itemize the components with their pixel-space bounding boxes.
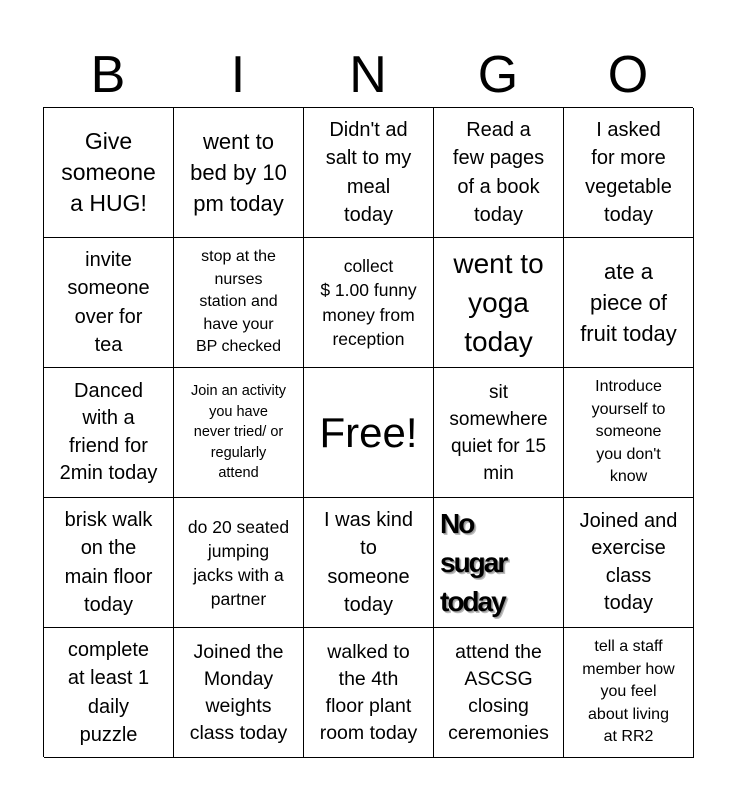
cell-text: sit somewhere quiet for 15 min xyxy=(449,381,548,484)
bingo-cell-b3[interactable] xyxy=(44,368,174,498)
header-letter-b: B xyxy=(90,46,126,104)
header-letter-i: I xyxy=(230,46,246,104)
bingo-cell-g3[interactable] xyxy=(434,368,564,498)
bingo-cell-g2[interactable] xyxy=(434,238,564,368)
cell-text: do 20 seated jumping jacks with a partner xyxy=(187,516,290,609)
cell-text: went to yoga today xyxy=(453,248,544,357)
cell-text: brisk walk on the main floor today xyxy=(64,508,153,616)
cell-text: No sugar today xyxy=(440,508,507,617)
bingo-cell-o5[interactable] xyxy=(564,628,694,758)
bingo-cell-i5[interactable] xyxy=(174,628,304,758)
bingo-cell-free[interactable] xyxy=(304,368,434,498)
bingo-cell-b2[interactable] xyxy=(44,238,174,368)
bingo-cell-n4[interactable] xyxy=(304,498,434,628)
bingo-cell-n2[interactable] xyxy=(304,238,434,368)
free-space-text: Free! xyxy=(319,408,418,456)
bingo-cell-i4[interactable] xyxy=(174,498,304,628)
cell-text: invite someone over for tea xyxy=(67,248,150,356)
bingo-board xyxy=(43,107,693,757)
bingo-cell-n5[interactable] xyxy=(304,628,434,758)
bingo-cell-b5[interactable] xyxy=(44,628,174,758)
cell-text: stop at the nurses station and have your BP checked xyxy=(195,248,282,356)
bingo-cell-i1[interactable] xyxy=(174,108,304,238)
bingo-cell-o2[interactable] xyxy=(564,238,694,368)
bingo-cell-o1[interactable] xyxy=(564,108,694,238)
cell-text: Read a few pages of a book today xyxy=(452,118,545,226)
cell-text: I was kind to someone today xyxy=(324,508,413,616)
bingo-cell-b4[interactable] xyxy=(44,498,174,628)
cell-text: Didn't ad salt to my meal today xyxy=(325,118,412,226)
bingo-cell-g1[interactable] xyxy=(434,108,564,238)
cell-text: I asked for more vegetable today xyxy=(585,118,672,226)
bingo-cell-o3[interactable] xyxy=(564,368,694,498)
bingo-cell-o4[interactable] xyxy=(564,498,694,628)
cell-text: attend the ASCSG closing ceremonies xyxy=(448,640,549,744)
header-letter-o: O xyxy=(607,46,649,104)
cell-text: Joined the Monday weights class today xyxy=(189,640,288,744)
cell-text: walked to the 4th floor plant room today xyxy=(319,640,418,744)
header-letter-n: N xyxy=(349,46,387,104)
bingo-cell-g5[interactable] xyxy=(434,628,564,758)
cell-text: Danced with a friend for 2min today xyxy=(59,379,158,484)
cell-text: collect $ 1.00 funny money from reception xyxy=(320,255,417,349)
cell-text: ate a piece of fruit today xyxy=(580,259,677,346)
cell-text: tell a staff member how you feel about living at RR2 xyxy=(582,638,675,746)
cell-text: went to bed by 10 pm today xyxy=(190,129,287,216)
bingo-cell-g4[interactable] xyxy=(434,498,564,628)
bingo-cell-i2[interactable] xyxy=(174,238,304,368)
bingo-cell-b1[interactable] xyxy=(44,108,174,238)
cell-text: Joined and exercise class today xyxy=(579,509,678,614)
cell-text: Introduce yourself to someone you don't know xyxy=(591,378,666,486)
bingo-header xyxy=(43,44,693,106)
bingo-cell-n1[interactable] xyxy=(304,108,434,238)
cell-text: Join an activity you have never tried/ or regularly attend xyxy=(190,383,287,482)
header-letter-g: G xyxy=(477,46,519,104)
bingo-cell-i3[interactable] xyxy=(174,368,304,498)
cell-text: Give someone a HUG! xyxy=(61,128,156,216)
cell-text: complete at least 1 daily puzzle xyxy=(67,638,150,746)
